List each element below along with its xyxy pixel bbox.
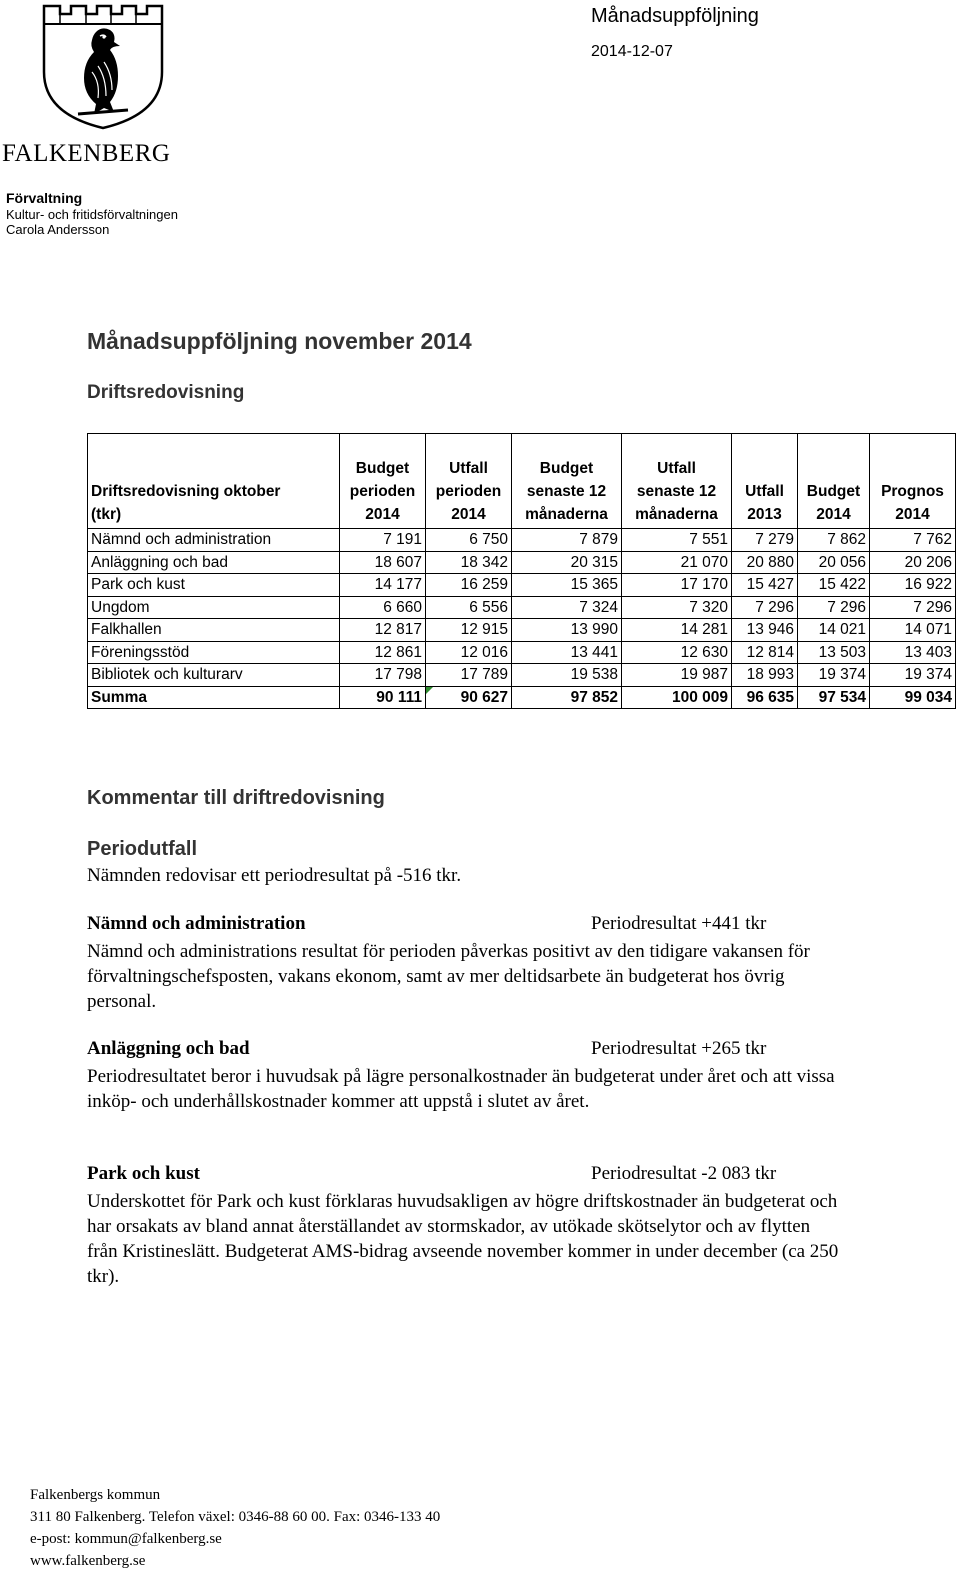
column-header: Utfall 2013	[732, 434, 798, 529]
value-cell: 6 660	[340, 596, 426, 619]
row-label-cell: Summa	[88, 686, 340, 709]
value-cell: 96 635	[732, 686, 798, 709]
row-label-cell: Nämnd och administration	[88, 529, 340, 552]
column-header: Budget 2014	[798, 434, 870, 529]
table-row	[88, 551, 956, 574]
value-cell: 12 630	[622, 641, 732, 664]
value-cell: 21 070	[622, 551, 732, 574]
value-cell: 14 177	[340, 574, 426, 597]
comments-heading: Kommentar till driftredovisning	[87, 787, 385, 809]
brand-wordmark: FALKENBERG	[2, 140, 171, 167]
administration-label: Förvaltning	[6, 190, 83, 206]
value-cell: 7 279	[732, 529, 798, 552]
footer-line: 311 80 Falkenberg. Telefon växel: 0346-88 60 00. Fax: 0346-133 40	[30, 1509, 441, 1525]
period-heading: Periodutfall	[87, 838, 198, 860]
value-cell: 100 009	[622, 686, 732, 709]
section-text-park: Underskottet för Park och kust förklaras huvudsakligen av högre driftskostnader än budgeterat och har orsakats av bland annat återställandet av stormskador, av utökade skötselytor och av flytten från Kristineslätt. Budgeterat AMS-bidrag avseende november kommer in under december (ca 250 tkr).	[87, 1191, 839, 1287]
value-cell: 19 374	[798, 664, 870, 687]
value-cell: 12 861	[340, 641, 426, 664]
section-text-admin: Nämnd och administrations resultat för perioden påverkas positivt av den tidigare vakansen för förvaltningschefsposten, vakans ekonom, samt av mer deltidsarbete än budgeterat hos övrig personal.	[87, 941, 810, 1012]
value-cell: 15 427	[732, 574, 798, 597]
section-title-park: Park och kust	[87, 1163, 200, 1184]
value-cell: 13 990	[512, 619, 622, 642]
value-cell: 90 111	[340, 686, 426, 709]
value-cell: 7 296	[798, 596, 870, 619]
value-cell: 6 750	[426, 529, 512, 552]
value-cell: 7 862	[798, 529, 870, 552]
section-result-facilities: Periodresultat +265 tkr	[591, 1038, 767, 1059]
administration-department: Kultur- och fritidsförvaltningen	[6, 207, 178, 222]
row-label-cell: Anläggning och bad	[88, 551, 340, 574]
column-header: Utfall perioden 2014	[426, 434, 512, 529]
value-cell: 7 324	[512, 596, 622, 619]
table-row	[88, 529, 956, 552]
value-cell: 7 296	[732, 596, 798, 619]
value-cell: 18 993	[732, 664, 798, 687]
value-cell: 7 762	[870, 529, 956, 552]
table-row	[88, 574, 956, 597]
column-header: Driftsredovisning oktober (tkr)	[88, 434, 340, 529]
value-cell: 6 556	[426, 596, 512, 619]
section-result-park: Periodresultat -2 083 tkr	[591, 1163, 777, 1184]
value-cell: 12 817	[340, 619, 426, 642]
value-cell: 20 880	[732, 551, 798, 574]
value-cell: 20 206	[870, 551, 956, 574]
section-title-admin: Nämnd och administration	[87, 913, 306, 934]
value-cell: 7 320	[622, 596, 732, 619]
section-title: Driftsredovisning	[87, 382, 245, 403]
value-cell: 20 056	[798, 551, 870, 574]
document-title: Månadsuppföljning	[591, 5, 759, 27]
row-label-cell: Föreningsstöd	[88, 641, 340, 664]
value-cell: 12 915	[426, 619, 512, 642]
value-cell: 16 259	[426, 574, 512, 597]
column-header: Budget senaste 12 månaderna	[512, 434, 622, 529]
row-label-cell: Ungdom	[88, 596, 340, 619]
value-cell: 17 170	[622, 574, 732, 597]
value-cell: 13 946	[732, 619, 798, 642]
row-label-cell: Falkhallen	[88, 619, 340, 642]
value-cell: 99 034	[870, 686, 956, 709]
row-label-cell: Park och kust	[88, 574, 340, 597]
footer	[30, 1484, 440, 1572]
document-date: 2014-12-07	[591, 43, 673, 60]
period-text: Nämnden redovisar ett periodresultat på -516 tkr.	[87, 865, 462, 886]
footer-line: Falkenbergs kommun	[30, 1487, 161, 1503]
table-summary-row	[88, 686, 956, 709]
administration-person: Carola Andersson	[6, 222, 110, 237]
value-cell: 13 503	[798, 641, 870, 664]
value-cell: 19 374	[870, 664, 956, 687]
value-cell: 13 403	[870, 641, 956, 664]
footer-email[interactable]: e-post: kommun@falkenberg.se	[30, 1531, 222, 1547]
value-cell: 14 021	[798, 619, 870, 642]
value-cell: 90 627	[426, 686, 512, 709]
column-header: Prognos 2014	[870, 434, 956, 529]
budget-table	[87, 433, 956, 709]
row-label-cell: Bibliotek och kulturarv	[88, 664, 340, 687]
table-row	[88, 596, 956, 619]
value-cell: 20 315	[512, 551, 622, 574]
value-cell: 18 342	[426, 551, 512, 574]
table-header-row	[88, 434, 956, 529]
value-cell: 7 551	[622, 529, 732, 552]
falkenberg-coat-of-arms-logo	[38, 2, 168, 130]
value-cell: 17 798	[340, 664, 426, 687]
value-cell: 17 789	[426, 664, 512, 687]
value-cell: 19 987	[622, 664, 732, 687]
table-row	[88, 664, 956, 687]
section-text-facilities: Periodresultatet beror i huvudsak på lägre personalkostnader än budgeterat under året och att vissa inköp- och underhållskostnader kommer att uppstå i slutet av året.	[87, 1066, 835, 1112]
value-cell: 15 422	[798, 574, 870, 597]
column-header: Budget perioden 2014	[340, 434, 426, 529]
value-cell: 12 016	[426, 641, 512, 664]
value-cell: 14 281	[622, 619, 732, 642]
value-cell: 16 922	[870, 574, 956, 597]
value-cell: 13 441	[512, 641, 622, 664]
value-cell: 12 814	[732, 641, 798, 664]
column-header: Utfall senaste 12 månaderna	[622, 434, 732, 529]
value-cell: 7 296	[870, 596, 956, 619]
value-cell: 15 365	[512, 574, 622, 597]
section-result-admin: Periodresultat +441 tkr	[591, 913, 767, 934]
value-cell: 7 191	[340, 529, 426, 552]
footer-website-link[interactable]: www.falkenberg.se	[30, 1553, 146, 1569]
value-cell: 7 879	[512, 529, 622, 552]
table-row	[88, 641, 956, 664]
page-title: Månadsuppföljning november 2014	[87, 328, 472, 354]
value-cell: 18 607	[340, 551, 426, 574]
section-title-facilities: Anläggning och bad	[87, 1038, 250, 1059]
table-row	[88, 619, 956, 642]
value-cell: 19 538	[512, 664, 622, 687]
value-cell: 97 852	[512, 686, 622, 709]
value-cell: 14 071	[870, 619, 956, 642]
value-cell: 97 534	[798, 686, 870, 709]
